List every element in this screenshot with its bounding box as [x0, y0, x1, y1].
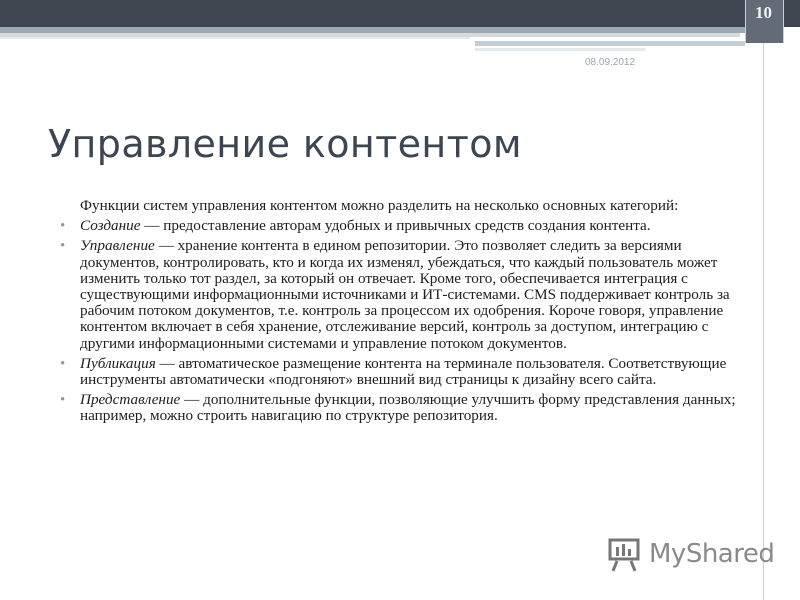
slide-number: 10 [755, 3, 772, 22]
intro-paragraph: Функции систем управления контентом можно разделить на несколько основных категорий: [80, 197, 679, 214]
presentation-board-icon [607, 537, 643, 573]
item-text: — предоставление авторам удобных и привычных средств создания контента. [140, 217, 651, 235]
slide-title: Управление контентом [48, 122, 522, 166]
list-item [58, 218, 748, 234]
header-stripe [0, 37, 470, 39]
item-term: Представление [80, 391, 181, 409]
item-text: — автоматическое размещение контента на терминале пользователя. Соответствующие инструменты автоматически «подгоняют» внешний вид страницы к дизайну всего сайта. [80, 354, 727, 389]
header-stripe [475, 41, 745, 46]
item-term: Управление [80, 237, 155, 255]
header-band [0, 0, 800, 27]
list-item [58, 356, 748, 388]
watermark-logo [607, 537, 775, 573]
slide-date: 08.09.2012 [585, 57, 636, 68]
right-rule [763, 43, 764, 600]
list-item [58, 238, 748, 351]
bullet-icon: • [60, 238, 66, 255]
bullet-icon: • [60, 355, 66, 372]
item-term: Публикация [80, 354, 156, 372]
slide-body [58, 198, 748, 429]
item-text: — хранение контента в едином репозитории. Это позволяет следить за версиями документов, контролировать, кто и когда их изменял, убеждаться, что каждый пользователь может изменить только тот раздел, за который он отвечает. Кроме того, обеспечивается интеграция с существующими информационными источниками и ИТ-системами. CMS поддерживает контроль за рабочим потоком документов, т.е. контроль за процессом их одобрения. Короче говоря, управление контентом включает в себя хранение, отслеживание версий, контроль за доступом, интеграцию с другими информационными системами и управление потоком документов. [80, 237, 730, 352]
header-stripe [475, 48, 645, 51]
bullet-icon: • [60, 392, 66, 409]
item-term: Создание [80, 217, 141, 235]
list-item [58, 392, 748, 424]
item-text: — дополнительные функции, позволяющие улучшить форму представления данных; например, можно строить навигацию по структуре репозитория. [80, 391, 736, 425]
bullet-icon: • [60, 218, 66, 235]
bullet-list [58, 218, 748, 424]
logo-text: MyShared [649, 539, 775, 569]
